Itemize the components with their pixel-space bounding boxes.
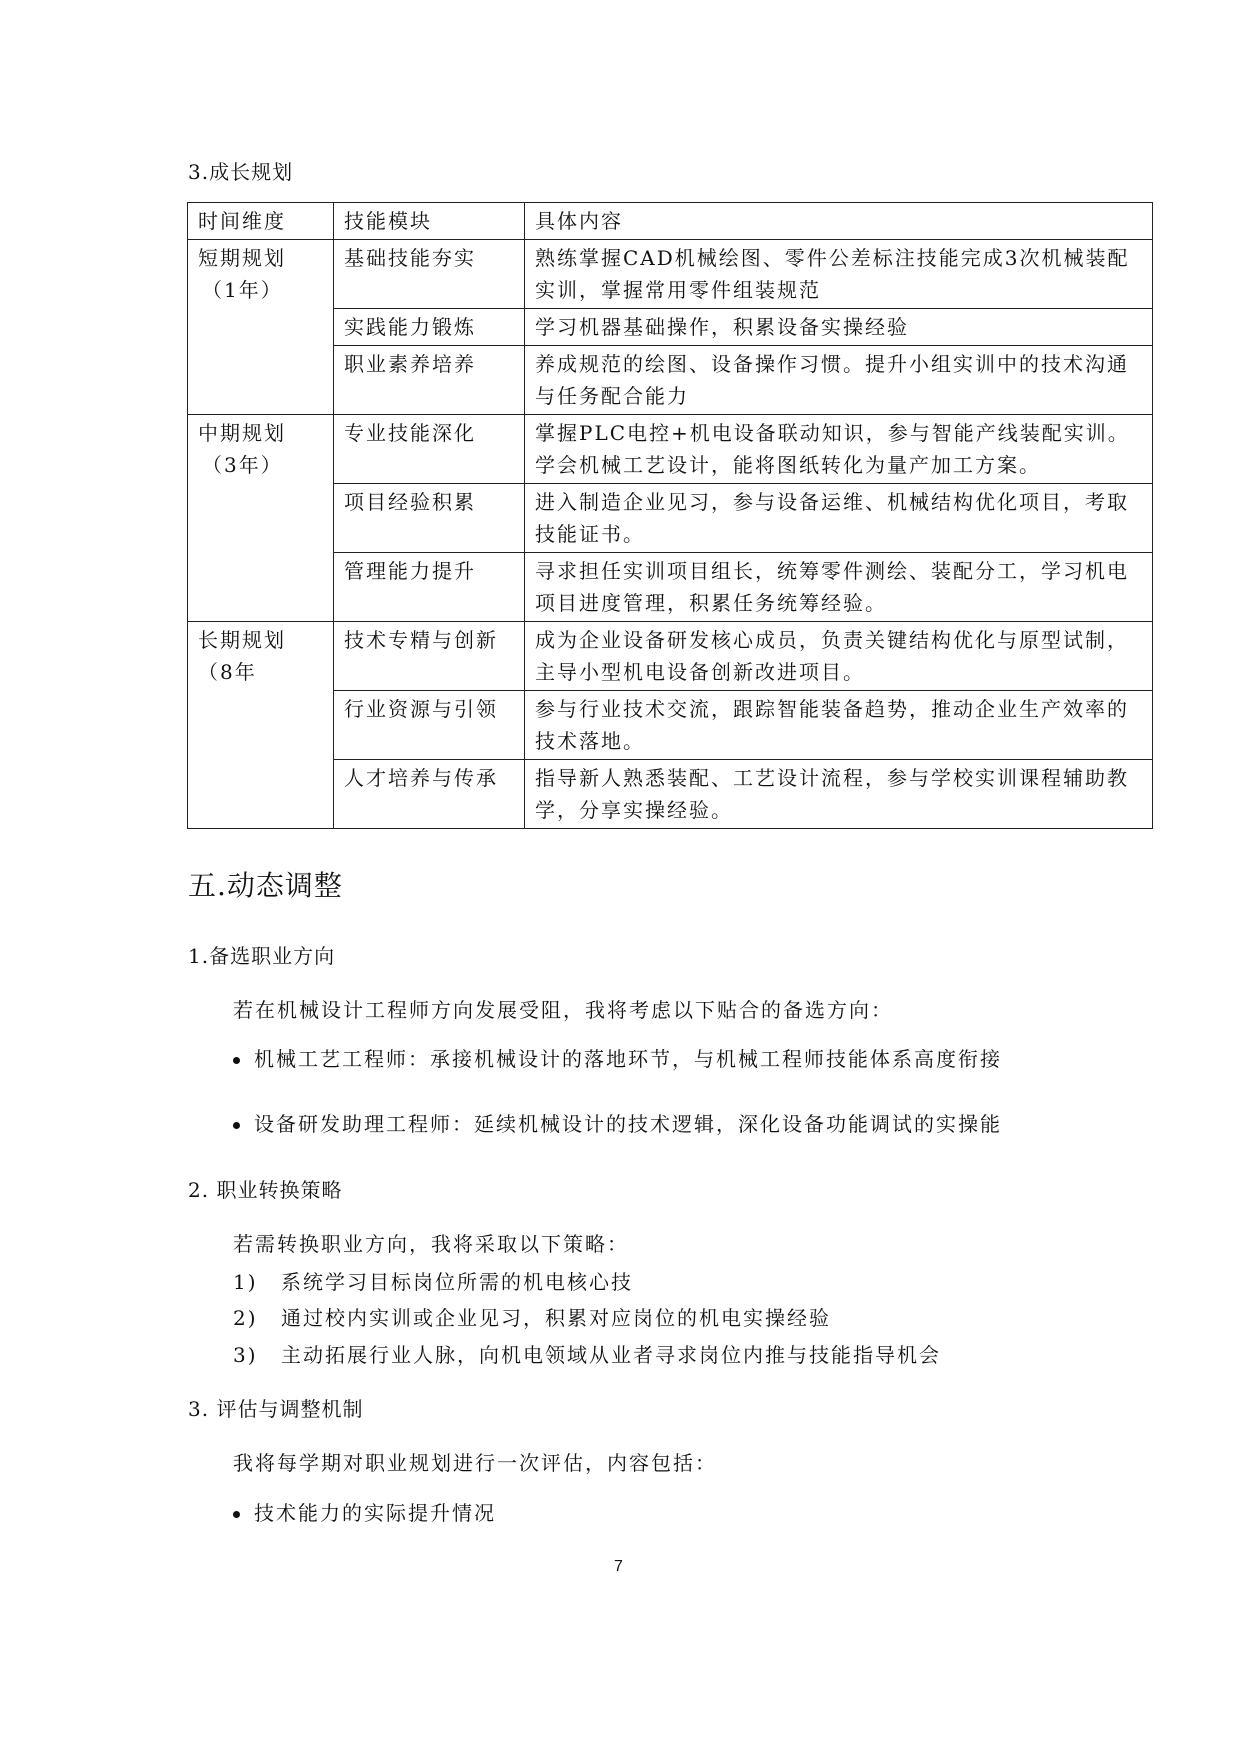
bullet-text: 设备研发助理工程师：延续机械设计的技术逻辑，深化设备功能调试的实操能 (254, 1112, 1002, 1136)
alt-career-title: 1.备选职业方向 (188, 944, 336, 968)
item-number: 2) (233, 1306, 258, 1330)
period-cell (188, 622, 334, 829)
module-cell: 管理能力提升 (334, 553, 525, 622)
list-item (233, 1043, 1002, 1072)
page-number: 7 (614, 1558, 623, 1575)
list-item (233, 1497, 496, 1526)
bullet-text: 技术能力的实际提升情况 (254, 1501, 496, 1525)
content-cell: 掌握PLC电控+机电设备联动知识，参与智能产线装配实训。学会机械工艺设计，能将图纸转化为量产加工方案。 (525, 415, 1153, 484)
module-cell: 专业技能深化 (334, 415, 525, 484)
growth-plan-table (187, 202, 1153, 829)
transition-title: 2. 职业转换策略 (188, 1178, 343, 1202)
period-cell (188, 240, 334, 415)
header-cell: 具体内容 (525, 203, 1153, 240)
bullet-icon (233, 1057, 240, 1064)
header-cell: 技能模块 (334, 203, 525, 240)
period-sub: （1年） (202, 278, 283, 302)
module-cell: 技术专精与创新 (334, 622, 525, 691)
content-cell: 参与行业技术交流，跟踪智能装备趋势，推动企业生产效率的技术落地。 (525, 691, 1153, 760)
table-header-row (188, 203, 1153, 240)
list-item (233, 1108, 1002, 1137)
bullet-icon (233, 1122, 240, 1129)
header-cell: 时间维度 (188, 203, 334, 240)
content-cell: 成为企业设备研发核心成员，负责关键结构优化与原型试制，主导小型机电设备创新改进项目。 (525, 622, 1153, 691)
period-label: 长期规划 (198, 628, 286, 652)
item-text: 通过校内实训或企业见习，积累对应岗位的机电实操经验 (281, 1306, 831, 1330)
item-number: 3) (233, 1343, 258, 1367)
list-item (233, 1266, 633, 1295)
evaluation-title: 3. 评估与调整机制 (188, 1397, 364, 1421)
alt-career-intro: 若在机械设计工程师方向发展受阻，我将考虑以下贴合的备选方向： (233, 998, 893, 1022)
item-number: 1) (233, 1270, 258, 1294)
module-cell: 职业素养培养 (334, 346, 525, 415)
item-text: 系统学习目标岗位所需的机电核心技 (281, 1270, 633, 1294)
period-label: 中期规划 (198, 421, 286, 445)
content-cell: 寻求担任实训项目组长，统筹零件测绘、装配分工，学习机电项目进度管理，积累任务统筹经验。 (525, 553, 1153, 622)
table-row (188, 415, 1153, 484)
period-cell (188, 415, 334, 622)
content-cell: 养成规范的绘图、设备操作习惯。提升小组实训中的技术沟通与任务配合能力 (525, 346, 1153, 415)
period-sub: （3年） (202, 453, 283, 477)
module-cell: 基础技能夯实 (334, 240, 525, 309)
section-growth-title: 3.成长规划 (188, 160, 294, 184)
list-item (233, 1302, 831, 1331)
list-item (233, 1339, 941, 1368)
content-cell: 学习机器基础操作，积累设备实操经验 (525, 309, 1153, 346)
period-label: 短期规划 (198, 246, 286, 270)
section-dynamic-title: 五.动态调整 (188, 869, 343, 902)
module-cell: 行业资源与引领 (334, 691, 525, 760)
content-cell: 进入制造企业见习，参与设备运维、机械结构优化项目，考取技能证书。 (525, 484, 1153, 553)
table-row (188, 622, 1153, 691)
table-row (188, 240, 1153, 309)
module-cell: 项目经验积累 (334, 484, 525, 553)
content-cell: 熟练掌握CAD机械绘图、零件公差标注技能完成3次机械装配实训，掌握常用零件组装规范 (525, 240, 1153, 309)
bullet-icon (233, 1511, 240, 1518)
evaluation-intro: 我将每学期对职业规划进行一次评估，内容包括： (233, 1451, 717, 1475)
content-cell: 指导新人熟悉装配、工艺设计流程，参与学校实训课程辅助教学，分享实操经验。 (525, 760, 1153, 829)
bullet-text: 机械工艺工程师：承接机械设计的落地环节，与机械工程师技能体系高度衔接 (254, 1047, 1002, 1071)
transition-intro: 若需转换职业方向，我将采取以下策略： (233, 1232, 629, 1256)
module-cell: 人才培养与传承 (334, 760, 525, 829)
item-text: 主动拓展行业人脉，向机电领域从业者寻求岗位内推与技能指导机会 (281, 1343, 941, 1367)
period-sub: （8年 (198, 660, 257, 684)
module-cell: 实践能力锻炼 (334, 309, 525, 346)
